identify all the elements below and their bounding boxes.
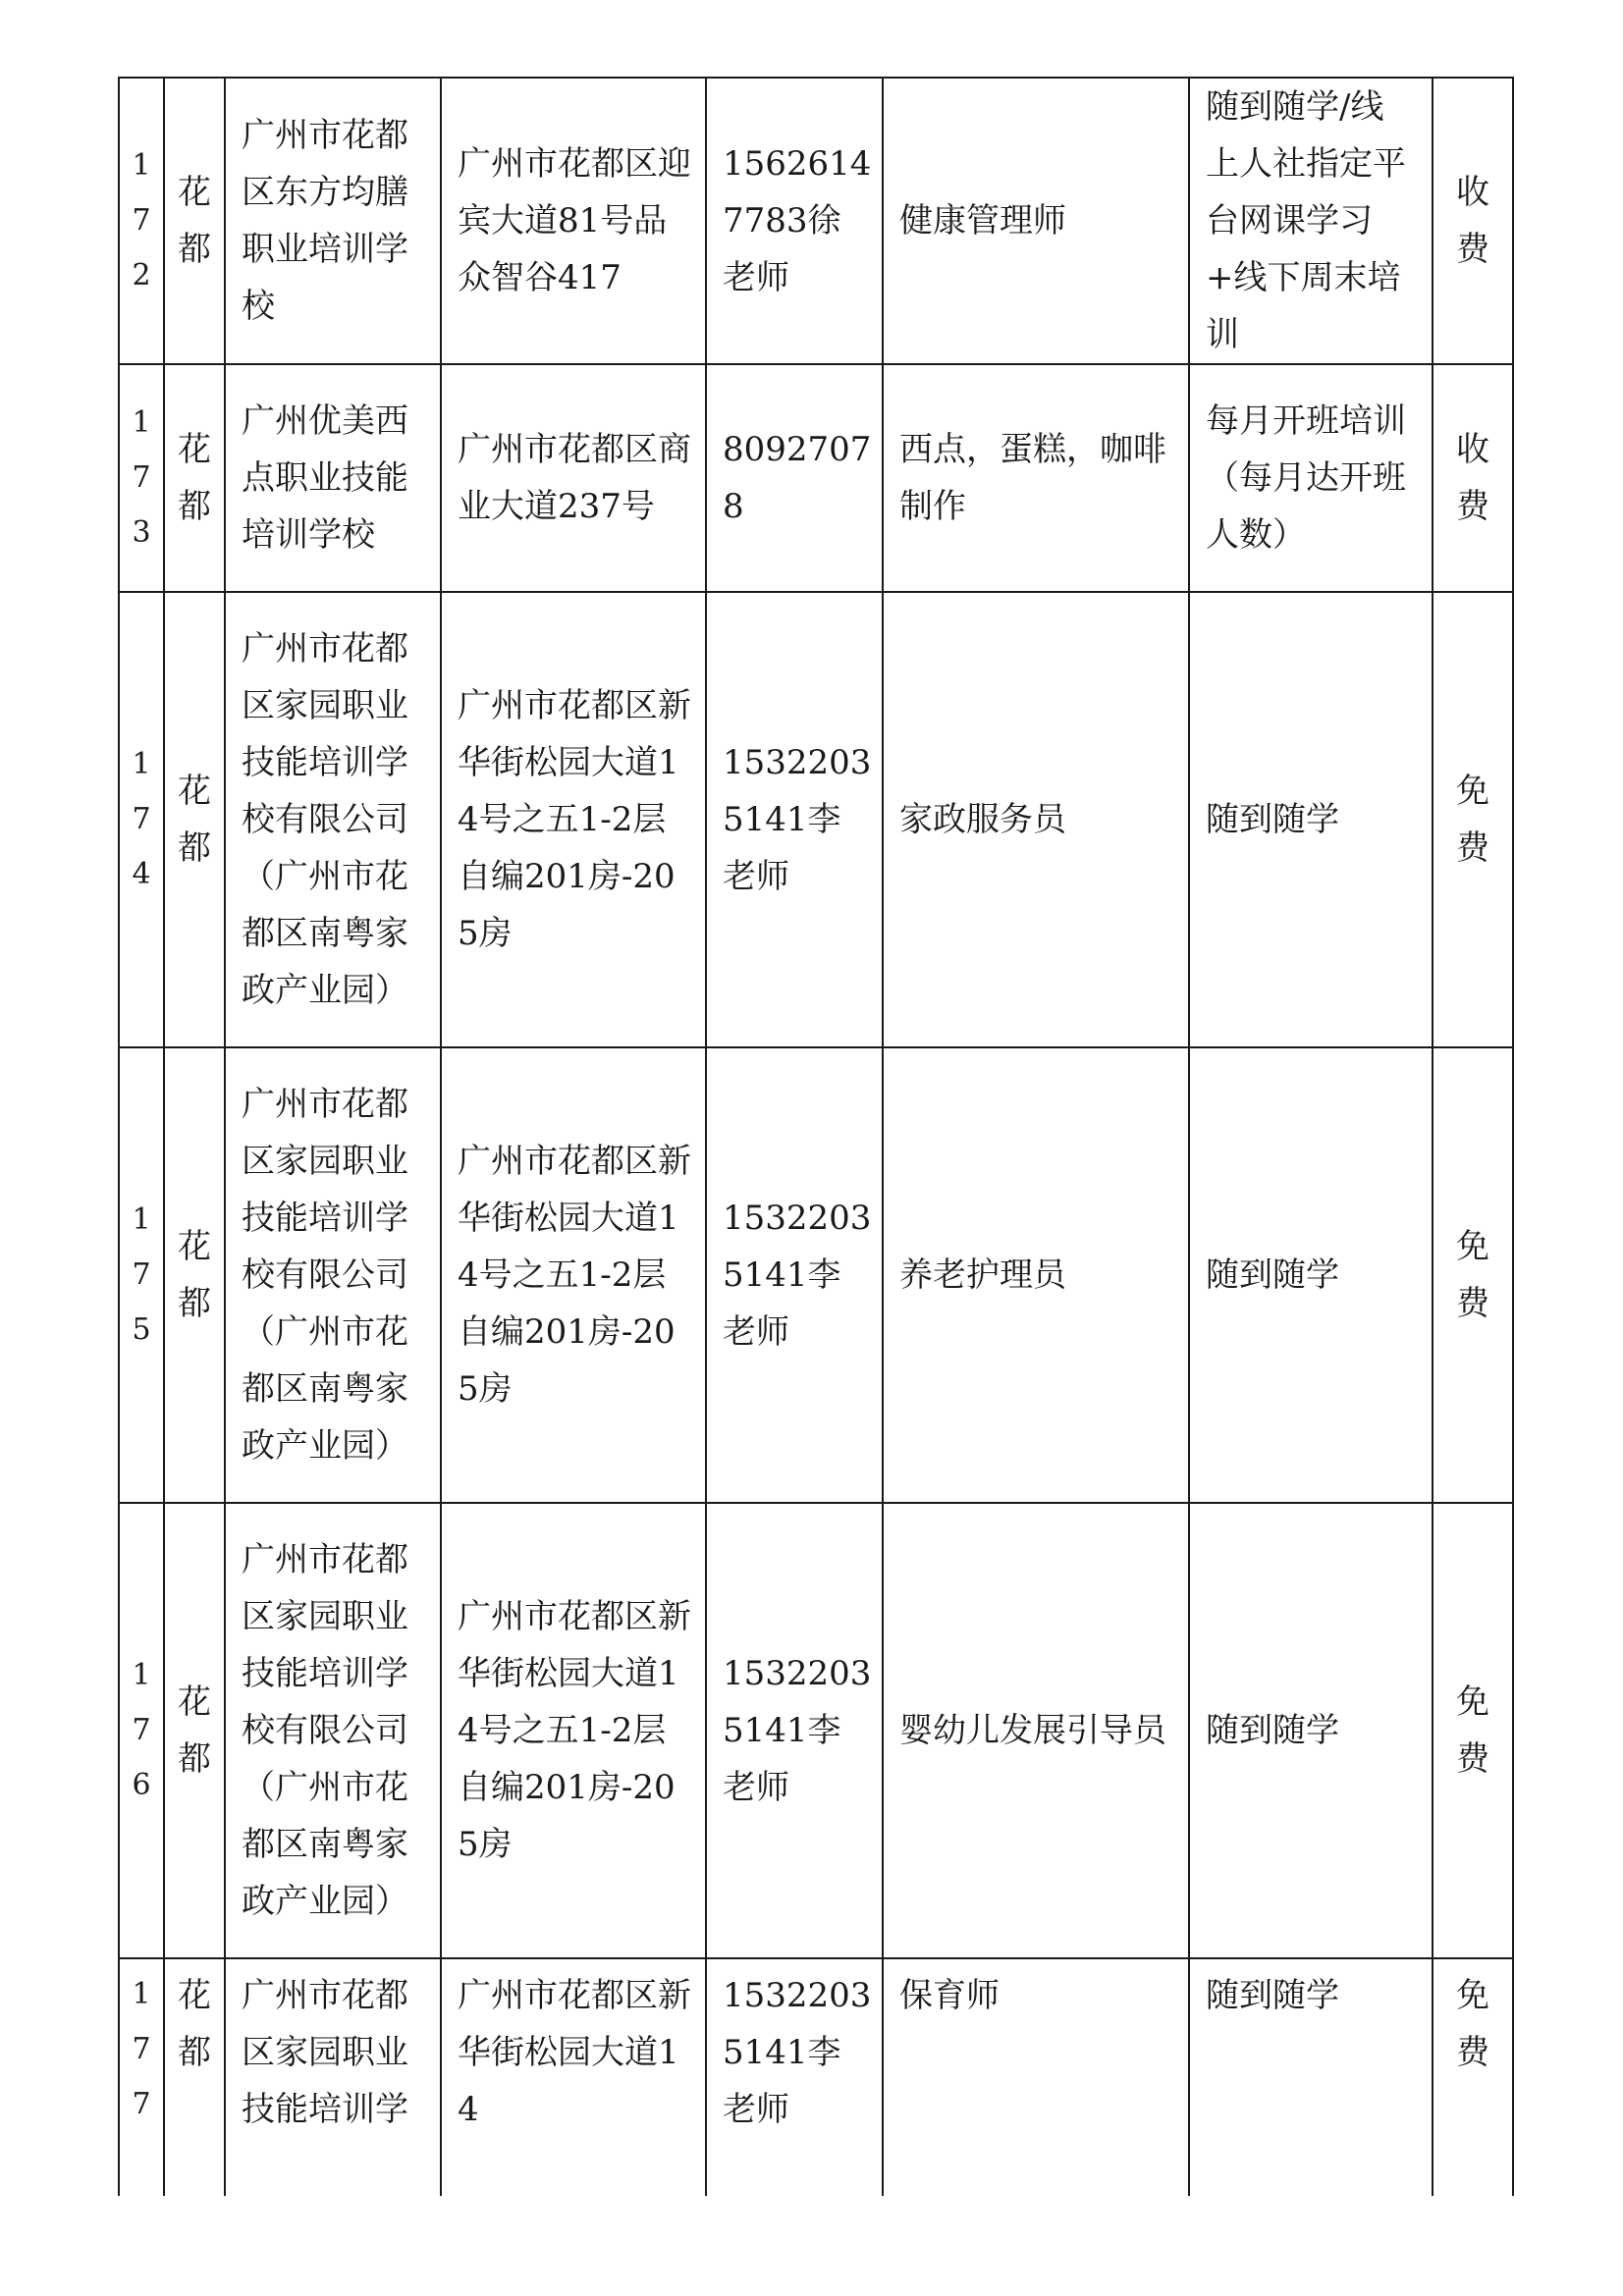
- seq-number-cell: 1 7 7: [119, 1958, 164, 2196]
- phone-cell: 15322035141李老师: [706, 1503, 883, 1958]
- district-cell: 花 都: [164, 1958, 225, 2196]
- course-cell: 婴幼儿发展引导员: [883, 1503, 1189, 1958]
- training-mode-cell: 随到随学: [1189, 1503, 1433, 1958]
- district-cell: 花 都: [164, 78, 225, 364]
- address-cell: 广州市花都区迎宾大道81号品众智谷417: [441, 78, 706, 364]
- phone-cell: 15322035141李老师: [706, 592, 883, 1047]
- district-cell: 花 都: [164, 1503, 225, 1958]
- training-mode-cell: 随到随学: [1189, 592, 1433, 1047]
- address-cell: 广州市花都区新华街松园大道14号之五1-2层自编201房-205房: [441, 592, 706, 1047]
- phone-cell: 15626147783徐老师: [706, 78, 883, 364]
- fee-cell: 免 费: [1433, 1503, 1513, 1958]
- address-cell: 广州市花都区新华街松园大道14号之五1-2层自编201房-205房: [441, 1047, 706, 1503]
- fee-cell: 免 费: [1433, 1958, 1513, 2196]
- fee-cell: 免 费: [1433, 1047, 1513, 1503]
- school-name-cell: 广州市花都区家园职业技能培训学: [225, 1958, 441, 2196]
- district-cell: 花 都: [164, 1047, 225, 1503]
- phone-cell: 15322035141李老师: [706, 1958, 883, 2196]
- table-row: [119, 1503, 1513, 1958]
- course-cell: 家政服务员: [883, 592, 1189, 1047]
- school-name-cell: 广州优美西点职业技能培训学校: [225, 364, 441, 592]
- table-row: [119, 1047, 1513, 1503]
- district-cell: 花 都: [164, 592, 225, 1047]
- course-cell: 西点，蛋糕，咖啡制作: [883, 364, 1189, 592]
- table-row: [119, 592, 1513, 1047]
- school-name-cell: 广州市花都区家园职业技能培训学校有限公司（广州市花都区南粤家政产业园）: [225, 1047, 441, 1503]
- fee-cell: 免 费: [1433, 592, 1513, 1047]
- course-cell: 健康管理师: [883, 78, 1189, 364]
- fee-cell: 收 费: [1433, 364, 1513, 592]
- phone-cell: 80927078: [706, 364, 883, 592]
- training-mode-cell: 随到随学/线上人社指定平台网课学习+线下周末培训: [1189, 78, 1433, 364]
- table-row: [119, 78, 1513, 364]
- school-name-cell: 广州市花都区东方均膳职业培训学校: [225, 78, 441, 364]
- fee-cell: 收 费: [1433, 78, 1513, 364]
- table-row: [119, 364, 1513, 592]
- training-mode-cell: 随到随学: [1189, 1047, 1433, 1503]
- district-cell: 花 都: [164, 364, 225, 592]
- school-name-cell: 广州市花都区家园职业技能培训学校有限公司（广州市花都区南粤家政产业园）: [225, 592, 441, 1047]
- address-cell: 广州市花都区新华街松园大道14号之五1-2层自编201房-205房: [441, 1503, 706, 1958]
- seq-number-cell: 1 7 2: [119, 78, 164, 364]
- school-name-cell: 广州市花都区家园职业技能培训学校有限公司（广州市花都区南粤家政产业园）: [225, 1503, 441, 1958]
- training-schools-table: [118, 77, 1514, 2196]
- address-cell: 广州市花都区商业大道237号: [441, 364, 706, 592]
- course-cell: 保育师: [883, 1958, 1189, 2196]
- phone-cell: 15322035141李老师: [706, 1047, 883, 1503]
- seq-number-cell: 1 7 6: [119, 1503, 164, 1958]
- table-row: [119, 1958, 1513, 2196]
- training-mode-cell: 每月开班培训（每月达开班人数）: [1189, 364, 1433, 592]
- seq-number-cell: 1 7 4: [119, 592, 164, 1047]
- training-mode-cell: 随到随学: [1189, 1958, 1433, 2196]
- address-cell: 广州市花都区新华街松园大道14: [441, 1958, 706, 2196]
- course-cell: 养老护理员: [883, 1047, 1189, 1503]
- seq-number-cell: 1 7 5: [119, 1047, 164, 1503]
- seq-number-cell: 1 7 3: [119, 364, 164, 592]
